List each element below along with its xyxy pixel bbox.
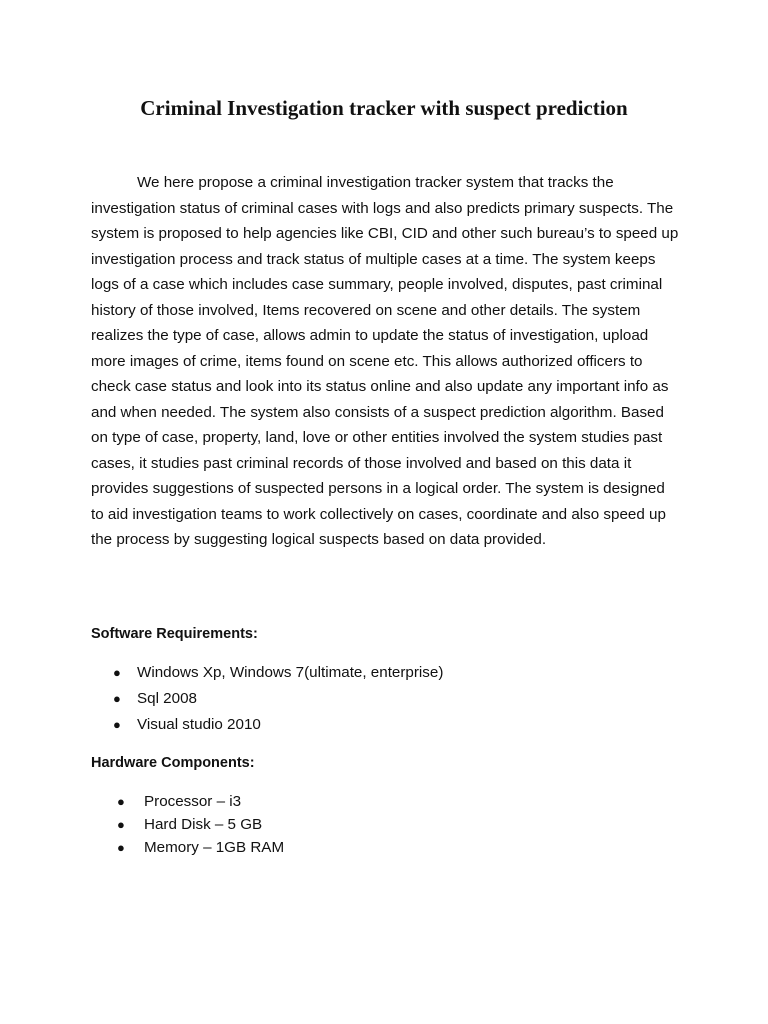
hardware-components-list [117, 791, 284, 860]
bullet-icon: ● [113, 691, 121, 706]
document-title: Criminal Investigation tracker with suspect prediction [140, 96, 628, 120]
list-item [117, 791, 284, 814]
bullet-icon: ● [117, 840, 125, 855]
list-item-text: Windows Xp, Windows 7(ultimate, enterprise) [137, 664, 444, 681]
bullet-icon: ● [117, 817, 125, 832]
list-item-text: Visual studio 2010 [137, 716, 261, 733]
list-item-text: Sql 2008 [137, 690, 197, 707]
bullet-icon: ● [117, 794, 125, 809]
bullet-icon: ● [113, 665, 121, 680]
body-paragraph: We here propose a criminal investigation tracker system that tracks the investigation status of criminal cases with logs and also predicts primary suspects. The system is proposed to help agencies like CBI, CID and other such bureau’s to speed up investigation process and track status of multiple cases at a time. The system keeps logs of a case which includes case summary, people involved, disputes, past criminal history of those involved, Items recovered on scene and other details. The system realizes the type of case, allows admin to update the status of investigation, upload more images of crime, items found on scene etc. This allows authorized officers to check case status and look into its status online and also update any important info as and when needed. The system also consists of a suspect prediction algorithm. Based on type of case, property, land, love or other entities involved the system studies past cases, it studies past criminal records of those involved and based on this data it provides suggestions of suspected persons in a logical order. The system is designed to aid investigation teams to work collectively on cases, coordinate and also speed up the process by suggesting logical suspects based on data provided. [91, 174, 679, 548]
list-item [113, 661, 443, 687]
list-item [113, 687, 443, 713]
hardware-components-heading: Hardware Components: [91, 755, 255, 771]
software-requirements-list [113, 661, 443, 739]
bullet-icon: ● [113, 717, 121, 732]
list-item [117, 814, 284, 837]
list-item [117, 837, 284, 860]
list-item-text: Hard Disk – 5 GB [144, 816, 263, 833]
list-item-text: Processor – i3 [144, 793, 242, 810]
software-requirements-heading: Software Requirements: [91, 626, 258, 642]
list-item-text: Memory – 1GB RAM [144, 839, 285, 856]
list-item [113, 713, 443, 739]
